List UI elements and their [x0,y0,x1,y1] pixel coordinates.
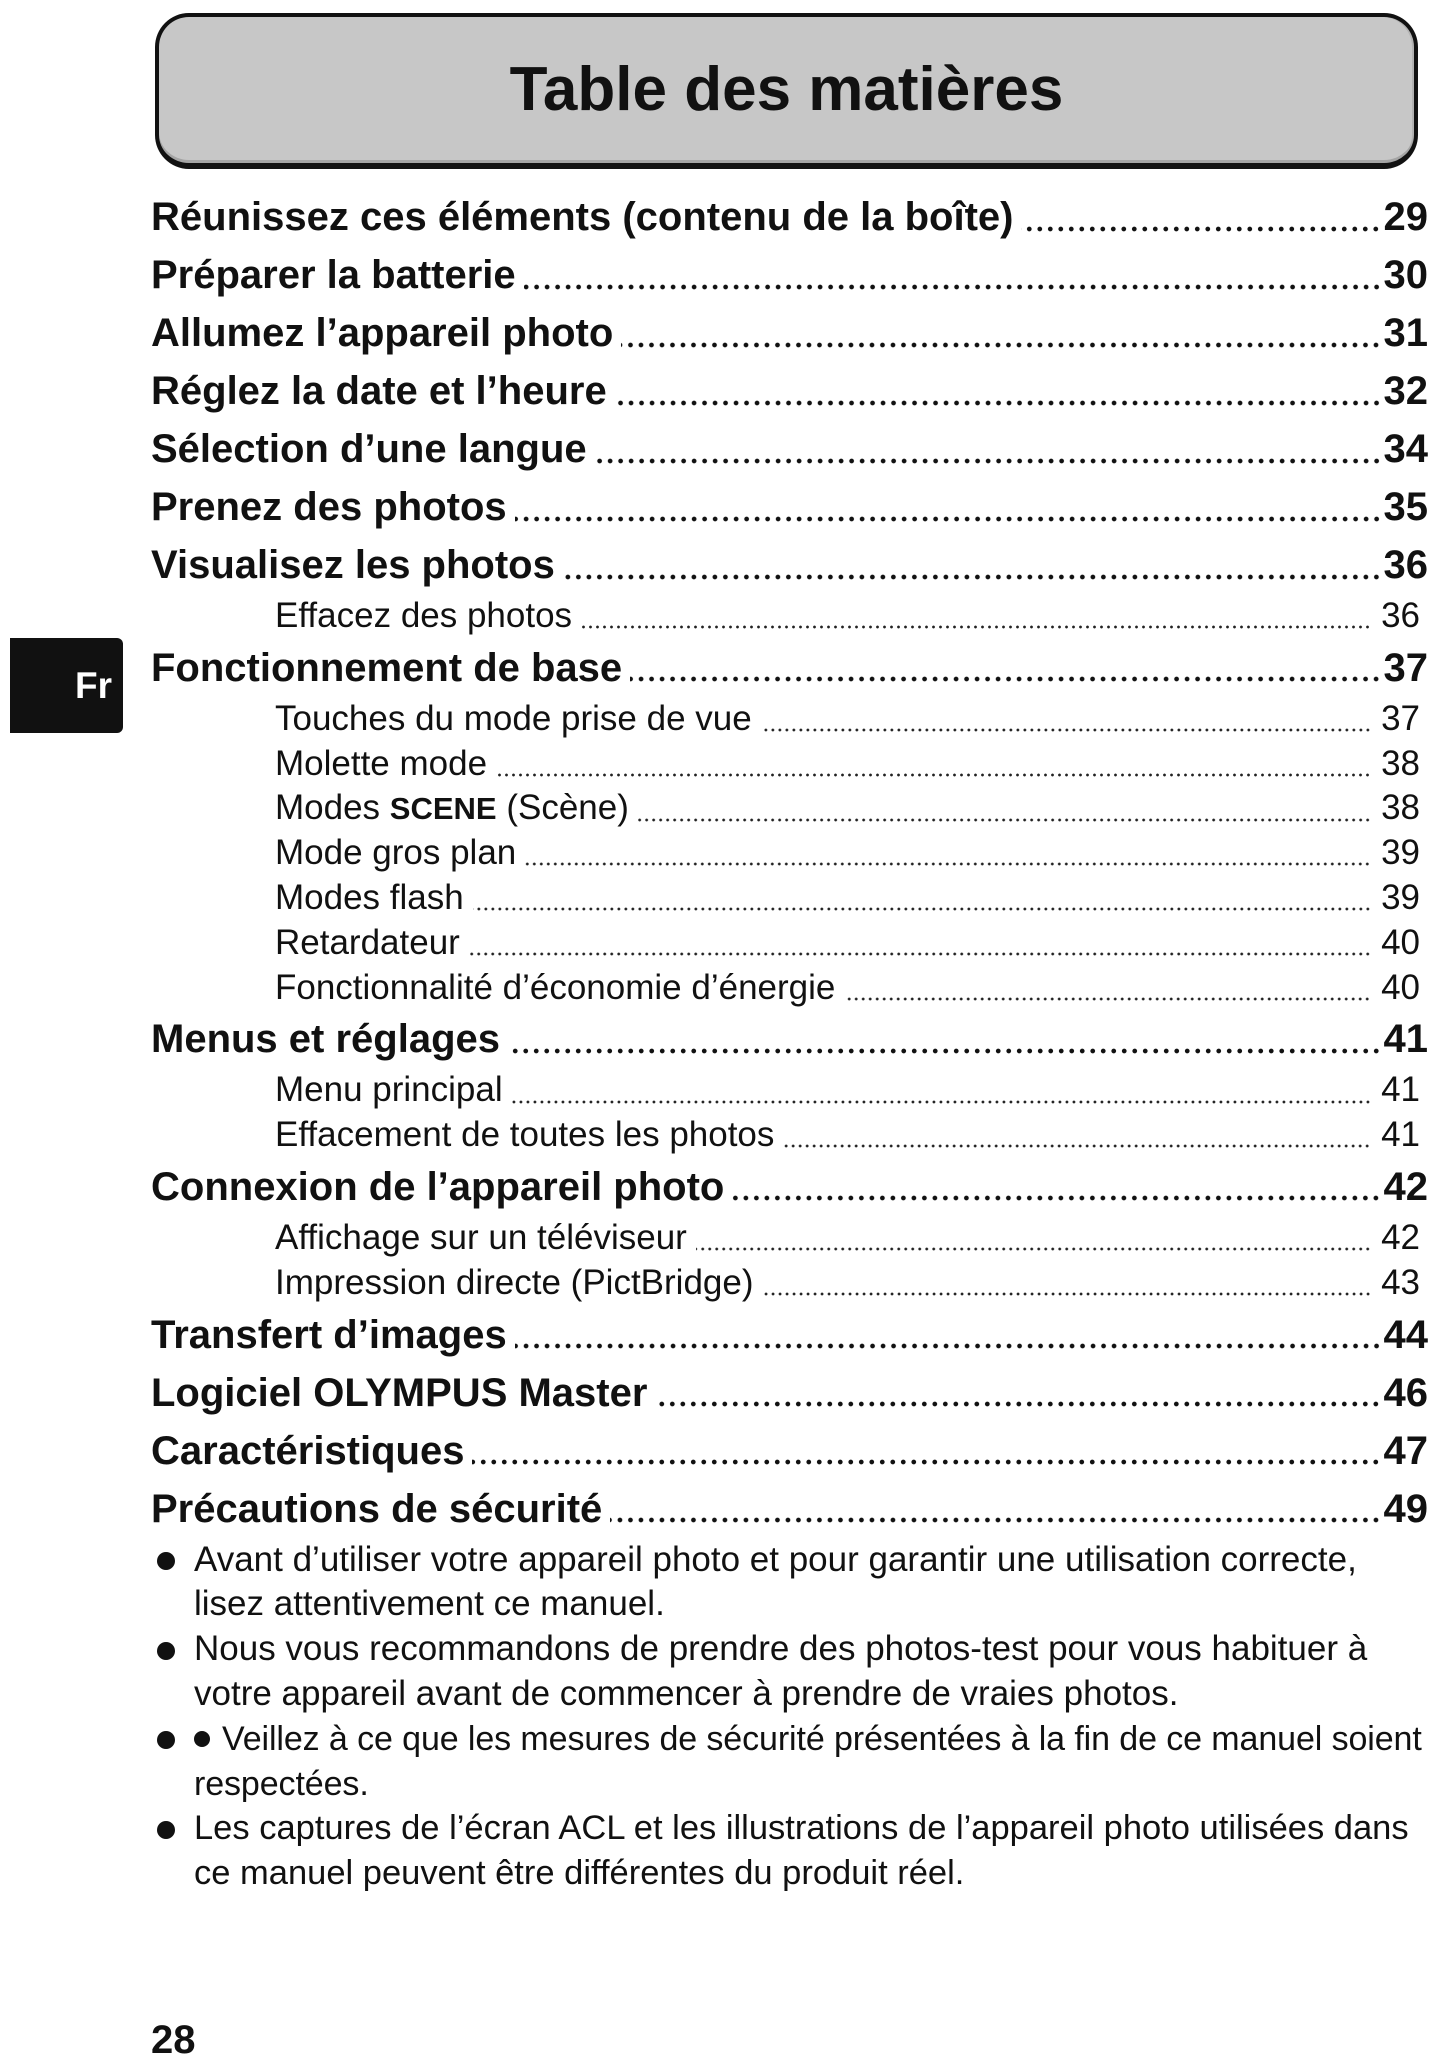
dot-leader [630,639,1381,697]
toc-subentry-page: 42 [1381,1217,1420,1257]
dot-leader [473,876,1371,921]
toc-entry-title: Menus et réglages [151,1017,501,1062]
toc-entry-page: 36 [1383,543,1428,587]
toc-entry-title: Fonctionnement de base [151,645,623,690]
toc-subentry-page: 37 [1381,698,1420,738]
dot-leader [1021,188,1381,246]
title-box [155,13,1418,169]
note-line [151,1851,1428,1896]
language-tab-label: Fr [75,665,112,706]
toc-subentry [275,1261,1420,1306]
toc-entry [151,478,1428,536]
toc-entry [151,1158,1428,1216]
dot-leader [515,1306,1382,1364]
toc-subentry-title: Fonctionnalité d’économie d’énergie [275,967,836,1007]
note-item [151,1538,1428,1628]
toc-subentry [275,876,1420,921]
table-of-contents [151,188,1428,1896]
dot-leader [472,1422,1381,1480]
dot-leader [844,966,1371,1011]
toc-subentry [275,697,1420,742]
toc-entry [151,1422,1428,1480]
toc-subentry-title [275,786,629,831]
toc-subentry-title: Menu principal [275,1070,503,1110]
toc-subentry-page: 39 [1381,833,1420,873]
toc-entry-page: 41 [1383,1017,1428,1062]
note-text: ce manuel peuvent être différentes du produit réel. [194,1854,965,1893]
page-title: Table des matières [509,55,1064,124]
page-number: 28 [151,2018,196,2062]
toc-subentry-title: Retardateur [275,922,460,962]
toc-subentry-title: Effacement de toutes les photos [275,1115,775,1155]
toc-subentry [275,1068,1420,1113]
toc-subentry-page: 41 [1381,1070,1420,1110]
toc-entry-page: 44 [1383,1312,1428,1357]
bullet-icon [194,1731,210,1747]
toc-entry [151,1010,1428,1068]
toc-entry-title: Réglez la date et l’heure [151,369,607,413]
dot-leader [595,420,1382,478]
toc-subentry-title: Molette mode [275,743,488,783]
dot-leader [512,1068,1371,1113]
toc-list [151,188,1428,1538]
dot-leader [508,1010,1381,1068]
toc-subentry-page: 36 [1381,596,1420,635]
bullet-icon [157,1552,175,1570]
note-line [151,1806,1428,1851]
toc-entry-page: 32 [1383,369,1428,413]
note-line [151,1627,1428,1672]
note-item [151,1717,1428,1807]
toc-entry [151,362,1428,420]
note-line [151,1538,1428,1583]
toc-entry-title: Visualisez les photos [151,543,555,587]
toc-subentry-page: 43 [1381,1262,1420,1302]
language-tab [10,638,123,733]
toc-entry-page: 47 [1383,1428,1428,1473]
dot-leader [515,478,1382,536]
dot-leader [563,536,1382,594]
notes-list [151,1538,1428,1896]
dot-leader [469,921,1371,966]
toc-entry-title: Réunissez ces éléments (contenu de la boîte) [151,195,1014,239]
bullet-icon [157,1642,175,1660]
note-text: Avant d’utiliser votre appareil photo et pour garantir une utilisation correcte, [194,1539,1357,1579]
toc-entry-page: 31 [1383,311,1428,355]
dot-leader [732,1158,1381,1216]
bullet-icon [157,1821,175,1839]
toc-entry [151,246,1428,304]
toc-entry-title: Préparer la batterie [151,253,516,297]
toc-entry-title: Précautions de sécurité [151,1486,603,1531]
toc-subentry-page: 40 [1381,922,1420,962]
dot-leader [525,831,1371,876]
note-text: respectées. [194,1764,369,1803]
dot-leader [621,304,1381,362]
toc-subentry-title: Impression directe (PictBridge) [275,1262,754,1302]
toc-entry [151,639,1428,697]
note-line [151,1672,1428,1717]
dot-leader [761,697,1371,742]
toc-subentry [275,921,1420,966]
toc-entry-page: 30 [1383,253,1428,297]
toc-subentry [275,1113,1420,1158]
dot-leader [696,1216,1371,1261]
scene-mode-keyword: SCENE [389,791,497,827]
note-item [151,1806,1428,1896]
toc-subentry-title: Affichage sur un téléviseur [275,1217,687,1257]
note-line [151,1582,1428,1627]
note-line [151,1762,1428,1807]
note-text: Veillez à ce que les mesures de sécurité présentées à la fin de ce manuel soient [222,1719,1422,1758]
toc-subentry-page: 38 [1381,743,1420,783]
toc-entry-title: Transfert d’images [151,1312,507,1357]
toc-entry-page: 37 [1383,645,1428,690]
dot-leader [524,246,1382,304]
toc-entry-title: Sélection d’une langue [151,427,587,471]
toc-entry [151,188,1428,246]
toc-entry-page: 49 [1383,1486,1428,1531]
toc-subentry [275,1216,1420,1261]
note-text: votre appareil avant de commencer à prendre de vraies photos. [194,1673,1179,1713]
dot-leader [783,1113,1371,1158]
dot-leader [638,786,1371,831]
note-item [151,1627,1428,1717]
dot-leader [763,1261,1372,1306]
dot-leader [610,1480,1381,1538]
dot-leader [655,1364,1381,1422]
toc-entry-title: Connexion de l’appareil photo [151,1164,725,1209]
toc-entry-page: 34 [1383,427,1428,471]
toc-entry-title: Allumez l’appareil photo [151,311,614,355]
toc-subentry-page: 39 [1381,877,1420,917]
toc-subentry-title: Modes flash [275,877,464,917]
toc-entry-title: Prenez des photos [151,485,507,529]
dot-leader [581,594,1371,639]
toc-entry [151,420,1428,478]
toc-subentry-title: Touches du mode prise de vue [275,698,752,738]
toc-subentry-title: Effacez des photos [275,596,573,635]
toc-entry-page: 35 [1383,485,1428,529]
note-text: Nous vous recommandons de prendre des photos-test pour vous habituer à [194,1629,1368,1669]
toc-entry [151,536,1428,594]
toc-entry [151,1306,1428,1364]
dot-leader [615,362,1382,420]
toc-subentry-page: 38 [1381,788,1420,828]
toc-entry-title: Logiciel OLYMPUS Master [151,1370,648,1415]
toc-subentry [275,831,1420,876]
dot-leader [496,742,1371,787]
note-line [151,1717,1428,1762]
toc-subentry-title-suffix: (Scène) [506,788,629,828]
toc-subentry [275,786,1420,831]
toc-entry [151,1480,1428,1538]
toc-subentry-title: Mode gros plan [275,833,517,873]
note-text: Les captures de l’écran ACL et les illustrations de l’appareil photo utilisées dans [194,1809,1409,1848]
toc-entry-page: 42 [1383,1164,1428,1209]
toc-entry-page: 46 [1383,1370,1428,1415]
toc-entry [151,304,1428,362]
note-text: lisez attentivement ce manuel. [194,1584,665,1624]
toc-subentry [275,742,1420,787]
toc-subentry-page: 40 [1381,967,1420,1007]
toc-subentry-title-prefix: Modes [275,788,381,828]
toc-subentry [275,594,1420,639]
toc-subentry-page: 41 [1381,1115,1420,1155]
toc-subentry [275,966,1420,1011]
toc-entry [151,1364,1428,1422]
toc-entry-title: Caractéristiques [151,1428,465,1473]
toc-entry-page: 29 [1383,195,1428,239]
